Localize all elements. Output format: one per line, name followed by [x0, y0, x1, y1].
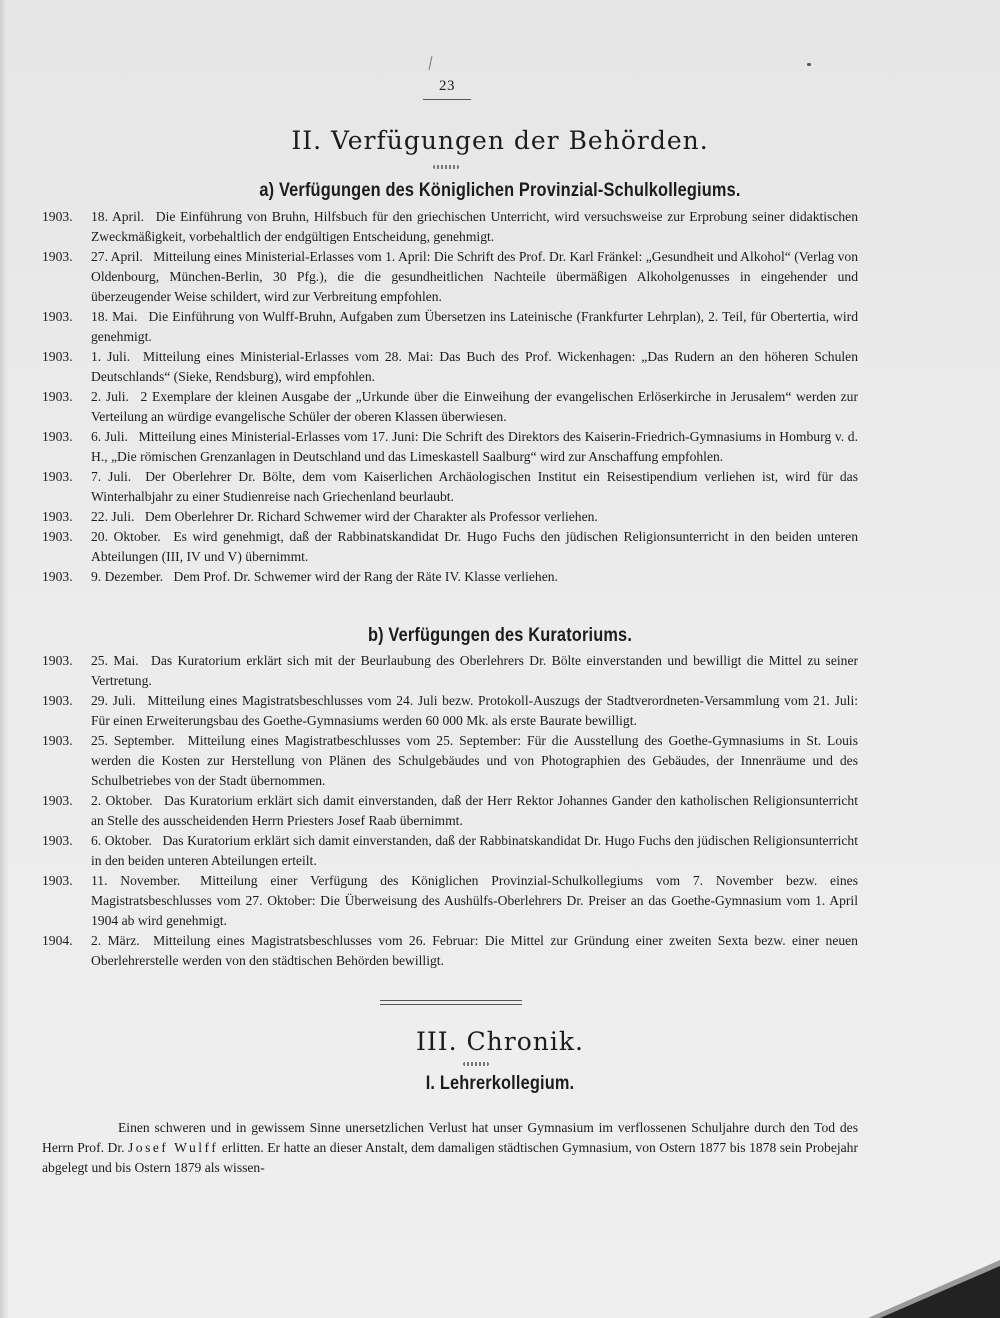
entry-text: Das Kuratorium erklärt sich mit der Beurlaubung des Oberlehrers Dr. Bölte einverstanden und bewilligt die Mittel zu seiner Vertretung.	[91, 653, 859, 688]
wavy-ornament	[433, 165, 459, 169]
entry-year: 1903.	[42, 833, 73, 848]
entry-date: 2. Oktober.	[91, 793, 153, 808]
entry-year: 1903.	[42, 389, 73, 404]
entry	[42, 247, 858, 307]
entry	[42, 307, 858, 347]
entry	[42, 207, 858, 247]
entry-date: 20. Oktober.	[91, 529, 161, 544]
entry-text: Mitteilung einer Verfügung des Königlichen Provinzial-Schulkollegiums vom 7. November bezw. eines Magistratsbeschlusses vom 27. Oktober: Die Überweisung des Aushülfs-Oberlehrers Dr. Preiser an das Goethe-Gymnasium vom 1. April 1904 ab wird genehmigt.	[91, 873, 858, 928]
entry	[42, 527, 858, 567]
entry-date: 11. November.	[91, 873, 181, 888]
entry	[42, 427, 858, 467]
chronik-paragraph	[42, 1118, 858, 1178]
entry	[42, 387, 858, 427]
entry	[42, 467, 858, 507]
entry-date: 2. Juli.	[91, 389, 129, 404]
entry-date: 18. Mai.	[91, 309, 138, 324]
entry-year: 1903.	[42, 793, 73, 808]
entry	[42, 347, 858, 387]
entry-text: Mitteilung eines Ministerial-Erlasses vom 28. Mai: Das Buch des Prof. Wickenhagen: „Das Rudern an den höheren Schulen Deutschlands“ (Sieke, Rendsburg), wird empfohlen.	[91, 349, 858, 384]
entry-date: 6. Juli.	[91, 429, 128, 444]
entry-text: Die Einführung von Bruhn, Hilfsbuch für den griechischen Unterricht, wird versuchsweise zur Erprobung seiner didaktischen Zweckmäßigkeit, vorbehaltlich der endgültigen Entscheidung, genehmigt.	[91, 209, 859, 244]
subsection-b-heading: b) Verfügungen des Kuratoriums.	[367, 625, 633, 646]
entry-text: Mitteilung eines Ministerial-Erlasses vom 17. Juni: Die Schrift des Direktors des Kaiserin-Friedrich-Gymnasiums in Homburg v. d. H., „Die römischen Grenzanlagen in Deutschland und das Limeskastell Saalburg“ wird zur Anschaffung empfohlen.	[91, 429, 858, 464]
entry-year: 1904.	[42, 933, 73, 948]
paragraph-text: erlitten. Er hatte an dieser Anstalt, dem damaligen städtischen Gymnasium, von Ostern 1877 bis 1878 sein Probejahr abgelegt und bis Ostern 1879 als wissen-	[42, 1139, 858, 1175]
entry	[42, 651, 858, 691]
ink-mark	[429, 56, 433, 70]
entry-date: 2. März.	[91, 933, 140, 948]
entry-text: Dem Oberlehrer Dr. Richard Schwemer wird der Charakter als Professor verliehen.	[144, 509, 598, 524]
subsection-a-entries	[42, 207, 858, 587]
entry-text: Das Kuratorium erklärt sich damit einverstanden, daß der Herr Rektor Johannes Gander den katholischen Religionsunterricht an Stelle des ausscheidenden Herrn Priesters Josef Raab übernimmt.	[91, 793, 859, 828]
page-fold-corner	[880, 1266, 1000, 1318]
entry-date: 1. Juli.	[91, 349, 131, 364]
entry-date: 22. Juli.	[91, 509, 135, 524]
entry-year: 1903.	[42, 249, 73, 264]
person-name: Josef Wulff	[128, 1139, 219, 1155]
entry	[42, 567, 858, 587]
entry-text: Mitteilung eines Magistratsbeschlusses vom 26. Februar: Die Mittel zur Gründung einer zweiten Sexta bezw. einer neuen Oberlehrerstelle werden von den städtischen Behörden bewilligt.	[91, 933, 858, 968]
subsection-a-heading: a) Verfügungen des Königlichen Provinzial-Schulkollegiums.	[259, 180, 741, 201]
entry	[42, 871, 858, 931]
entry-date: 6. Oktober.	[91, 833, 152, 848]
entry-text: Das Kuratorium erklärt sich damit einverstanden, daß der Rabbinatskandidat Dr. Hugo Fuchs den jüdischen Religionsunterricht in den beiden unteren Abteilungen erteilt.	[91, 833, 859, 868]
entry-text: Der Oberlehrer Dr. Bölte, dem vom Kaiserlichen Archäologischen Institut ein Reisestipendium verliehen ist, wird für das Winterhalbjahr zu einer Studienreise nach Griechenland beurlaubt.	[91, 469, 858, 504]
entry-year: 1903.	[42, 569, 73, 584]
entry-text: Mitteilung eines Ministerial-Erlasses vom 1. April: Die Schrift des Prof. Dr. Karl Fränkel: „Gesundheit und Alkohol“ (Verlag von Oldenbourg, München-Berlin, 30 Pfg.), die die gesundheitlichen Nachteile übermäßigen Alkoholgenusses in eingehender und überzeugender Weise schildert, wird zur Verbreitung empfohlen.	[91, 249, 859, 304]
entry-date: 7. Juli.	[91, 469, 132, 484]
entry	[42, 507, 858, 527]
entry-year: 1903.	[42, 209, 73, 224]
entry	[42, 831, 858, 871]
entry-year: 1903.	[42, 653, 73, 668]
wavy-ornament	[463, 1062, 489, 1066]
entry-text: Dem Prof. Dr. Schwemer wird der Rang der Räte IV. Klasse verliehen.	[173, 569, 558, 584]
ink-dot	[807, 63, 811, 66]
entry-year: 1903.	[42, 509, 73, 524]
entry-date: 25. September.	[91, 733, 175, 748]
entry	[42, 931, 858, 971]
entry-text: Mitteilung eines Magistratbeschlusses vom 25. September: Für die Ausstellung des Goethe-Gymnasiums in St. Louis werden die Kosten zur Herstellung von Plänen des Schulgebäudes und von Photographien des Gebäudes, der Innenräume und des Schulbetriebes von der Stadt übernommen.	[91, 733, 858, 788]
entry-text: Die Einführung von Wulff-Bruhn, Aufgaben zum Übersetzen ins Lateinische (Frankfurter Lehrplan), 2. Teil, für Obertertia, wird genehmigt.	[91, 309, 859, 344]
entry-date: 27. April.	[91, 249, 143, 264]
page-number-rule	[423, 99, 471, 100]
entry-year: 1903.	[42, 529, 73, 544]
section-3-title: III. Chronik.	[416, 1027, 584, 1056]
page-binding-edge	[0, 0, 8, 1318]
paragraph-text: Einen schweren und in gewissem Sinne unersetzlichen Verlust hat unser Gymnasium im verflossenen Schuljahre durch den Tod des Herrn Prof. Dr.	[42, 1119, 858, 1155]
entry	[42, 791, 858, 831]
entry-text: Es wird genehmigt, daß der Rabbinatskandidat Dr. Hugo Fuchs den jüdischen Religionsunterricht in den beiden unteren Abteilungen (III, IV und V) übernimmt.	[91, 529, 858, 564]
entry-year: 1903.	[42, 469, 73, 484]
entry-date: 18. April.	[91, 209, 145, 224]
entry-year: 1903.	[42, 693, 73, 708]
entry	[42, 731, 858, 791]
entry-year: 1903.	[42, 309, 73, 324]
entry-date: 25. Mai.	[91, 653, 139, 668]
entry	[42, 691, 858, 731]
subsection-1-heading: I. Lehrerkollegium.	[425, 1073, 575, 1094]
section-2-title: II. Verfügungen der Behörden.	[291, 126, 709, 155]
entry-text: Mitteilung eines Magistratsbeschlusses vom 24. Juli bezw. Protokoll-Auszugs der Stadtverordneten-Versammlung vom 21. Juli: Für einen Erweiterungsbau des Goethe-Gymnasiums werden 60 000 Mk. als erste Baurate bewilligt.	[91, 693, 859, 728]
entry-date: 9. Dezember.	[91, 569, 164, 584]
section-divider	[380, 1000, 522, 1005]
entry-year: 1903.	[42, 349, 73, 364]
entry-year: 1903.	[42, 429, 73, 444]
subsection-b-entries	[42, 651, 858, 971]
page-number: 23	[439, 78, 455, 94]
entry-text: 2 Exemplare der kleinen Ausgabe der „Urkunde über die Einweihung der evangelischen Erlöserkirche in Jerusalem“ werden zur Verteilung an würdige evangelische Schüler der oberen Klassen überwiesen.	[91, 389, 858, 424]
entry-year: 1903.	[42, 733, 73, 748]
entry-year: 1903.	[42, 873, 73, 888]
entry-date: 29. Juli.	[91, 693, 136, 708]
